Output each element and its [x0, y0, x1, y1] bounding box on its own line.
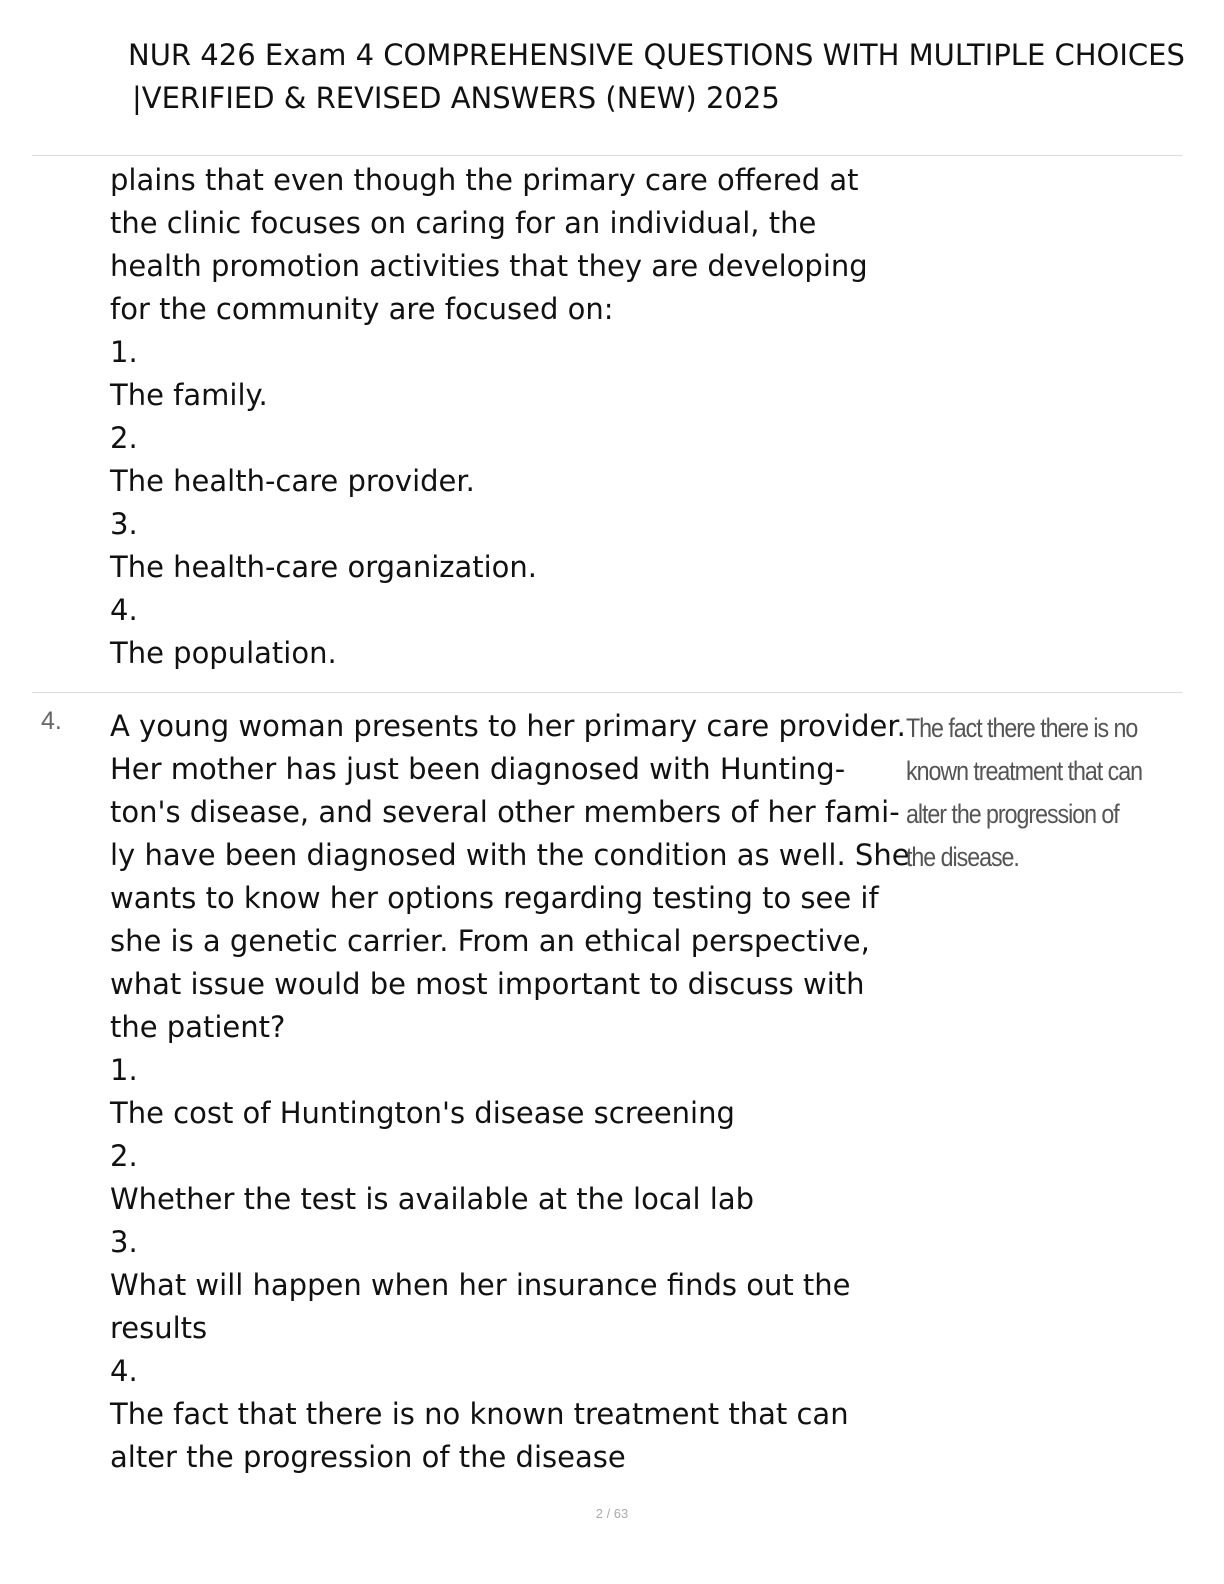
option-number: 2.	[110, 421, 138, 455]
divider-top	[32, 155, 1182, 156]
page-number: 2 / 63	[595, 1506, 629, 1521]
option-text: alter the progression of the disease	[110, 1440, 626, 1474]
answer-text	[906, 707, 1164, 879]
answer-line: known treatment that can	[906, 756, 1142, 786]
option-number: 3.	[110, 507, 138, 541]
option-text: The cost of Huntington's disease screening	[110, 1096, 735, 1130]
previous-question-continued	[110, 159, 900, 675]
question-stem-line: the clinic focuses on caring for an individual, the	[110, 206, 817, 240]
option-text: The health-care organization.	[110, 550, 538, 584]
option-number: 4.	[110, 593, 138, 627]
answer-line: the disease.	[906, 842, 1019, 872]
question-stem-line: wants to know her options regarding testing to see if	[110, 881, 879, 915]
question-stem-line: for the community are focused on:	[110, 292, 614, 326]
option-text: The fact that there is no known treatment that can	[110, 1397, 849, 1431]
question-stem-line: ton's disease, and several other members of her fami-	[110, 795, 900, 829]
divider-question-4	[32, 692, 1182, 693]
option-text: The family.	[110, 378, 268, 412]
option-text: The population.	[110, 636, 337, 670]
answer-line: alter the progression of	[906, 799, 1119, 829]
option-number: 1.	[110, 1053, 138, 1087]
question-stem-line: A young woman presents to her primary care provider.	[110, 709, 906, 743]
question-4	[110, 705, 910, 1479]
title-line-1: NUR 426 Exam 4 COMPREHENSIVE QUESTIONS WITH MULTIPLE CHOICES	[128, 38, 1185, 72]
question-stem-line: the patient?	[110, 1010, 286, 1044]
question-stem-line: what issue would be most important to discuss with	[110, 967, 865, 1001]
option-number: 2.	[110, 1139, 138, 1173]
question-stem-line: plains that even though the primary care offered at	[110, 163, 859, 197]
option-text: results	[110, 1311, 208, 1345]
answer-line: The fact there there is no	[906, 713, 1138, 743]
question-number: 4.	[41, 707, 62, 735]
question-stem-line: she is a genetic carrier. From an ethical perspective,	[110, 924, 870, 958]
question-stem-line: health promotion activities that they are developing	[110, 249, 868, 283]
document-title	[128, 34, 1218, 120]
option-number: 3.	[110, 1225, 138, 1259]
question-stem-line: Her mother has just been diagnosed with Hunting-	[110, 752, 846, 786]
title-line-2: |VERIFIED & REVISED ANSWERS (NEW) 2025	[132, 81, 780, 115]
option-number: 4.	[110, 1354, 138, 1388]
question-stem-line: ly have been diagnosed with the condition as well. She	[110, 838, 910, 872]
option-text: Whether the test is available at the local lab	[110, 1182, 755, 1216]
option-text: What will happen when her insurance finds out the	[110, 1268, 851, 1302]
option-text: The health-care provider.	[110, 464, 475, 498]
option-number: 1.	[110, 335, 138, 369]
